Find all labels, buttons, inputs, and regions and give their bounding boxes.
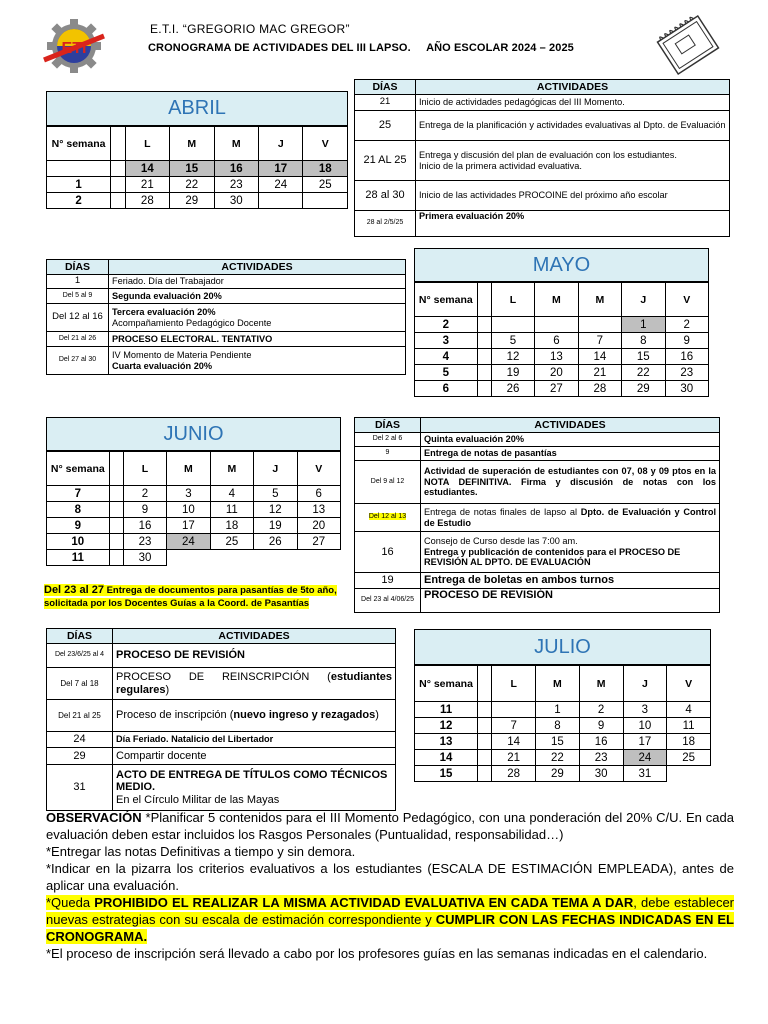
calendar-day [492, 702, 536, 718]
observation-text: *Planificar 5 contenidos para el III Momento Pedagógico, con una ponderación del 20% C/U. En cada evaluación deben estar incluidos los Rasgos Personales (Puntualidad, responsabilidad…) [46, 810, 734, 842]
calendar-day: 16 [665, 349, 708, 365]
calendar-day: 6 [297, 486, 340, 502]
activity-text-bold: nuevo ingreso y rezagados [233, 709, 376, 722]
calendar-day: 19 [254, 518, 297, 534]
weekday-header: V [297, 452, 340, 486]
activity-text: Primera evaluación 20% [416, 211, 730, 237]
activity-date: 19 [355, 573, 421, 589]
week-number-header: N° semana [47, 452, 110, 486]
calendar-day [259, 193, 303, 209]
activity-cell [416, 141, 730, 181]
calendar-day: 20 [535, 365, 578, 381]
observation-3: *Indicar en la pizarra los criterios evaluativos a los estudiantes (ESCALA DE ESTIMACIÓN EMPLEADA), antes de aplicar una evaluación. [46, 861, 734, 893]
observation-5: *El proceso de inscripción será llevado a cabo por los profesores guías en las semanas indicadas en el calendario. [46, 946, 708, 961]
activity-text: Quinta evaluación 20% [421, 433, 720, 447]
week-number-header: N° semana [415, 666, 478, 702]
activity-cell [113, 765, 396, 811]
calendar-day: 28 [125, 193, 169, 209]
calendar-day: 21 [578, 365, 621, 381]
calendar-day: 3 [167, 486, 210, 502]
calendar-day: 7 [492, 718, 536, 734]
activity-date: 28 al 2/5/25 [355, 211, 416, 237]
activity-cell [113, 700, 396, 732]
activity-cell [113, 668, 396, 700]
month-title-junio: JUNIO [46, 417, 341, 451]
calendar-day: 4 [667, 702, 711, 718]
weekday-header: J [254, 452, 297, 486]
observation-2: *Entregar las notas Definitivas a tiempo y sin demora. [46, 844, 356, 859]
calendar-day: 14 [578, 349, 621, 365]
activity-date: Del 12 al 13 [368, 513, 407, 521]
month-title-abril: ABRIL [46, 91, 348, 126]
activity-date: 25 [355, 111, 416, 141]
calendar-day: 22 [170, 177, 214, 193]
activity-date: Del 21 al 26 [47, 332, 109, 347]
calendar-day: 6 [535, 333, 578, 349]
observation-text: *Queda [46, 895, 95, 910]
week-number-header: N° semana [415, 283, 478, 317]
activity-cell [109, 347, 406, 375]
calendar-day: 21 [125, 177, 169, 193]
activity-date: Del 9 al 12 [355, 461, 421, 504]
activity-date: Del 7 al 18 [47, 668, 113, 700]
activity-text: PROCESO DE REINSCRIPCIÓN ( [116, 670, 331, 683]
activity-text: Inicio de actividades pedagógicas del III Momento. [416, 95, 730, 111]
calendar-day: 12 [491, 349, 534, 365]
calendar-day: 1 [622, 317, 665, 333]
calendar-day: 4 [210, 486, 253, 502]
calendar-day: 23 [123, 534, 166, 550]
week-number: 8 [47, 502, 110, 518]
activity-text: PROCESO DE REVISIÓN [421, 589, 720, 613]
week-number: 4 [415, 349, 478, 365]
calendar-day: 8 [622, 333, 665, 349]
calendar-day: 11 [210, 502, 253, 518]
activity-text: En el Círculo Militar de las Mayas [116, 793, 280, 806]
calendar-day: 16 [123, 518, 166, 534]
week-number: 2 [415, 317, 478, 333]
calendar-day: 14 [125, 161, 169, 177]
pasantias-date: Del 23 al 27 [44, 584, 104, 596]
calendar-day: 15 [170, 161, 214, 177]
month-title-julio: JULIO [414, 629, 711, 665]
calendar-day: 17 [167, 518, 210, 534]
week-number: 6 [415, 381, 478, 397]
activity-text: Entrega y publicación de contenidos para el PROCESO DE REVISIÓN AL DPTO. DE EVALUACIÓN [424, 546, 681, 568]
calendar-day: 26 [254, 534, 297, 550]
calendar-day: 15 [536, 734, 580, 750]
calendar-day: 29 [536, 766, 580, 782]
activity-date: 28 al 30 [355, 181, 416, 211]
calendar-day: 23 [665, 365, 708, 381]
week-number: 7 [47, 486, 110, 502]
week-number: 3 [415, 333, 478, 349]
calendar-day: 7 [578, 333, 621, 349]
weekday-header: M [210, 452, 253, 486]
calendar-day: 24 [259, 177, 303, 193]
calendar-day: 1 [536, 702, 580, 718]
month-title-mayo: MAYO [414, 248, 709, 282]
dias-header: DÍAS [47, 260, 109, 275]
calendar-day: 18 [303, 161, 348, 177]
weekday-header: V [667, 666, 711, 702]
weekday-header: M [214, 127, 258, 161]
week-number: 5 [415, 365, 478, 381]
week-number: 2 [47, 193, 111, 209]
calendar-day: 12 [254, 502, 297, 518]
calendar-day: 28 [578, 381, 621, 397]
observation-label: OBSERVACIÓN [46, 810, 142, 825]
calendar-day: 23 [214, 177, 258, 193]
activity-text-bold: estudiantes regulares [116, 670, 392, 696]
activities-mayo [46, 259, 406, 375]
calendar-day: 30 [665, 381, 708, 397]
calendar-day [491, 317, 534, 333]
activities-junio [354, 417, 720, 613]
calendar-day: 21 [492, 750, 536, 766]
calendar-day: 3 [623, 702, 667, 718]
weekday-header: L [125, 127, 169, 161]
weekday-header: L [491, 283, 534, 317]
activity-text: PROCESO ELECTORAL. TENTATIVO [109, 332, 406, 347]
calendar-julio [414, 665, 711, 782]
calendar-day: 18 [667, 734, 711, 750]
calendar-day: 11 [667, 718, 711, 734]
school-logo [40, 16, 108, 76]
actividades-header: ACTIVIDADES [113, 629, 396, 644]
logo-text: ETI [61, 40, 87, 57]
notebook-icon [652, 12, 724, 78]
activity-text: Entrega de boletas en ambos turnos [421, 573, 720, 589]
observation-bold: CUMPLIR CON LAS FECHAS INDICADAS EN EL CRONOGRAMA. [46, 912, 734, 944]
calendar-day: 2 [579, 702, 623, 718]
weekday-header: M [535, 283, 578, 317]
activity-date: 29 [47, 748, 113, 765]
activity-date: 21 [355, 95, 416, 111]
weekday-header: J [622, 283, 665, 317]
calendar-day: 9 [579, 718, 623, 734]
activities-abril [354, 79, 730, 237]
calendar-day: 27 [297, 534, 340, 550]
week-number: 13 [415, 734, 478, 750]
calendar-day: 30 [579, 766, 623, 782]
calendar-day: 30 [214, 193, 258, 209]
activity-text: Acompañamiento Pedagógico Docente [112, 317, 272, 328]
pasantias-note [44, 583, 344, 611]
activity-date: 24 [47, 732, 113, 748]
calendar-day [578, 317, 621, 333]
calendar-day: 30 [123, 550, 166, 566]
activity-text: Consejo de Curso desde las 7:00 am. [424, 536, 578, 547]
calendar-day: 10 [167, 502, 210, 518]
calendar-day: 31 [623, 766, 667, 782]
week-number: 10 [47, 534, 110, 550]
calendar-day: 29 [170, 193, 214, 209]
activity-text: Entrega de la planificación y actividades evaluativas al Dpto. de Evaluación [416, 111, 730, 141]
activity-text: Tercera evaluación 20% [112, 306, 216, 317]
weekday-header: V [303, 127, 348, 161]
observations [46, 809, 734, 962]
calendar-mayo [414, 282, 709, 397]
calendar-day: 24 [623, 750, 667, 766]
weekday-header: M [167, 452, 210, 486]
calendar-day: 22 [622, 365, 665, 381]
activity-cell [421, 532, 720, 573]
calendar-day: 18 [210, 518, 253, 534]
observation-bold: PROHIBIDO EL REALIZAR LA MISMA ACTIVIDAD EVALUATIVA EN CADA TEMA A DAR [94, 895, 634, 910]
actividades-header: ACTIVIDADES [421, 418, 720, 433]
calendar-day: 28 [492, 766, 536, 782]
weekday-header: J [623, 666, 667, 702]
observation-text: , debe establecer nuevas estrategias con su escala de estimación correspondiente y [46, 895, 735, 927]
dias-header: DÍAS [355, 80, 416, 95]
calendar-day: 9 [665, 333, 708, 349]
calendar-day: 17 [259, 161, 303, 177]
activity-date: Del 5 al 9 [47, 289, 109, 304]
calendar-day: 9 [123, 502, 166, 518]
calendar-day: 16 [579, 734, 623, 750]
activity-text: Cuarta evaluación 20% [112, 360, 213, 371]
weekday-header: M [170, 127, 214, 161]
activity-text: Entrega y discusión del plan de evaluación con los estudiantes. [419, 149, 677, 160]
weekday-header: L [123, 452, 166, 486]
dias-header: DÍAS [355, 418, 421, 433]
observation-1 [46, 809, 734, 843]
weekday-header: V [665, 283, 708, 317]
activity-text: IV Momento de Materia Pendiente [112, 349, 252, 360]
calendar-day: 20 [297, 518, 340, 534]
activity-text: Segunda evaluación 20% [109, 289, 406, 304]
calendar-day: 27 [535, 381, 578, 397]
actividades-header: ACTIVIDADES [109, 260, 406, 275]
calendar-day: 13 [535, 349, 578, 365]
calendar-abril [46, 126, 348, 209]
calendar-day: 26 [491, 381, 534, 397]
actividades-header: ACTIVIDADES [416, 80, 730, 95]
activity-date: Del 12 al 16 [47, 304, 109, 332]
week-number-header: N° semana [47, 127, 111, 161]
activity-text: PROCESO DE REVISIÓN [113, 644, 396, 668]
week-number: 14 [415, 750, 478, 766]
calendar-day: 29 [622, 381, 665, 397]
calendar-day: 5 [254, 486, 297, 502]
activity-text-end: ) [165, 683, 170, 696]
calendar-day: 25 [210, 534, 253, 550]
week-number: 1 [47, 177, 111, 193]
observation-4 [46, 894, 734, 945]
activity-text-bold: Dpto. de Evaluación y Control de Estudio [424, 506, 716, 528]
activity-date: Del 23 al 4/06/25 [355, 589, 421, 613]
activity-cell [109, 304, 406, 332]
calendar-day: 25 [667, 750, 711, 766]
calendar-day: 17 [623, 734, 667, 750]
calendar-day: 13 [297, 502, 340, 518]
activity-text: ACTO DE ENTREGA DE TÍTULOS COMO TÉCNICOS MEDIO. [116, 768, 388, 794]
calendar-day: 19 [491, 365, 534, 381]
activity-text: Entrega de notas de pasantías [421, 447, 720, 461]
week-number: 11 [47, 550, 110, 566]
pasantias-text: Entrega de documentos para pasantías de 5to año, solicitada por los Docentes Guías a la Coord. de Pasantías [44, 585, 337, 609]
calendar-day: 25 [303, 177, 348, 193]
activity-text: Actividad de superación de estudiantes con 07, 08 y 09 ptos en la NOTA DEFINITIVA. Firma y discusión de notas con los estudiantes. [421, 461, 720, 504]
calendar-day: 16 [214, 161, 258, 177]
week-number [47, 161, 111, 177]
activity-text: Día Feriado. Natalicio del Libertador [113, 732, 396, 748]
activities-julio [46, 628, 396, 811]
activity-date: 21 AL 25 [355, 141, 416, 181]
calendar-junio [46, 451, 341, 566]
activity-text: Inicio de las actividades PROCOINE del próximo año escolar [416, 181, 730, 211]
calendar-day: 2 [123, 486, 166, 502]
week-number: 9 [47, 518, 110, 534]
calendar-day: 10 [623, 718, 667, 734]
activity-text: Compartir docente [113, 748, 396, 765]
activity-date: Del 23/6/25 al 4 [47, 644, 113, 668]
activity-cell [421, 504, 720, 532]
calendar-day: 5 [491, 333, 534, 349]
activity-date: Del 2 al 6 [355, 433, 421, 447]
calendar-day: 15 [622, 349, 665, 365]
activity-date: 9 [355, 447, 421, 461]
week-number: 11 [415, 702, 478, 718]
activity-date: 31 [47, 765, 113, 811]
calendar-day: 8 [536, 718, 580, 734]
activity-text: Inicio de la primera actividad evaluativa. [419, 160, 582, 171]
activity-text-end: ) [375, 709, 379, 722]
weekday-header: L [492, 666, 536, 702]
activity-date: Del 21 al 25 [47, 700, 113, 732]
weekday-header: M [536, 666, 580, 702]
calendar-day [303, 193, 348, 209]
activity-date: 1 [47, 275, 109, 289]
calendar-day: 22 [536, 750, 580, 766]
page-title: CRONOGRAMA DE ACTIVIDADES DEL III LAPSO. AÑO ESCOLAR 2024 – 2025 [148, 42, 574, 54]
activity-date: 16 [355, 532, 421, 573]
dias-header: DÍAS [47, 629, 113, 644]
weekday-header: M [578, 283, 621, 317]
activity-text: Feriado. Día del Trabajador [109, 275, 406, 289]
calendar-day [535, 317, 578, 333]
school-name: E.T.I. “GREGORIO MAC GREGOR” [150, 22, 350, 36]
weekday-header: M [579, 666, 623, 702]
calendar-day: 23 [579, 750, 623, 766]
activity-date: Del 27 al 30 [47, 347, 109, 375]
activity-date-cell [355, 504, 421, 532]
weekday-header: J [259, 127, 303, 161]
week-number: 15 [415, 766, 478, 782]
activity-text: Entrega de notas finales de lapso al [424, 506, 581, 517]
calendar-day: 24 [167, 534, 210, 550]
activity-text: Proceso de inscripción ( [116, 709, 234, 722]
week-number: 12 [415, 718, 478, 734]
calendar-day: 14 [492, 734, 536, 750]
calendar-day: 2 [665, 317, 708, 333]
